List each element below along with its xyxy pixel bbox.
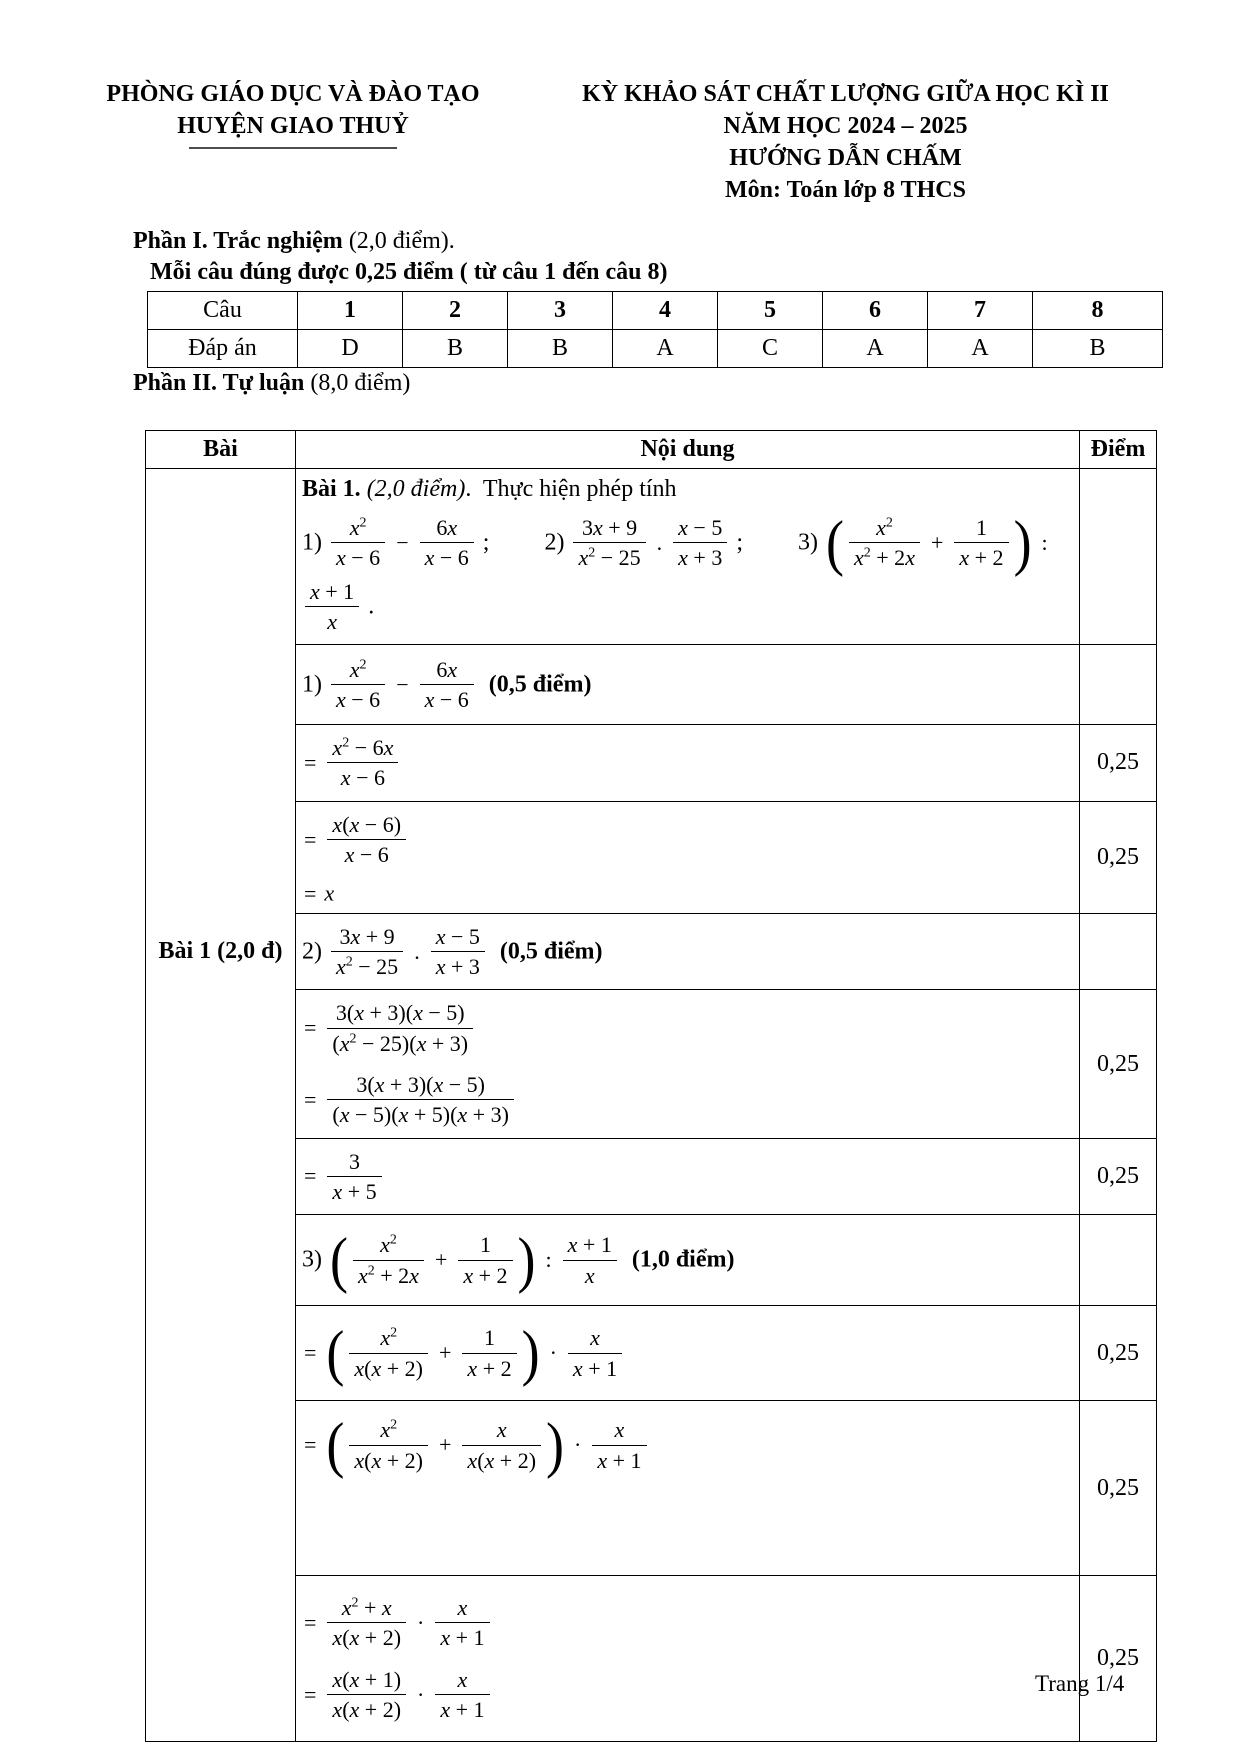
math-line <box>302 1145 1069 1209</box>
score-cell: 0,25 <box>1080 1576 1157 1742</box>
solution-content-cell <box>296 469 1080 645</box>
fraction-numerator: x <box>435 1594 489 1623</box>
math-line <box>302 879 1069 906</box>
school-year: NĂM HỌC 2024 – 2025 <box>723 113 968 139</box>
math-text: = <box>304 880 317 906</box>
fraction-denominator: $x^2 + 2x$ <box>357 1262 419 1288</box>
answer-cell: A <box>823 330 928 368</box>
column-header-diem: Điểm <box>1080 431 1157 469</box>
fraction-denominator: x + 2 <box>467 1355 512 1381</box>
fraction-numerator: $x^2 - 6x$ <box>327 734 398 763</box>
math-text: − <box>396 671 409 697</box>
fraction-numerator: 3 <box>327 1148 381 1177</box>
score-cell: 0,25 <box>1080 725 1157 802</box>
math-text: = <box>304 1432 317 1458</box>
fraction <box>849 514 920 572</box>
solution-content-cell <box>296 725 1080 802</box>
part1-subtitle: Mỗi câu đúng được 0,25 điểm ( từ câu 1 đến câu 8) <box>150 259 668 285</box>
solution-content-cell <box>296 1306 1080 1401</box>
math-text: . <box>656 529 663 555</box>
table-cell: Câu <box>148 292 298 330</box>
fraction <box>435 1666 489 1724</box>
fraction <box>954 514 1008 572</box>
score-cell: 0,25 <box>1080 1306 1157 1401</box>
fraction-denominator: x − 6 <box>424 687 469 713</box>
big-paren: ( <box>330 1225 348 1295</box>
fraction-denominator: x + 1 <box>440 1697 485 1723</box>
table-cell: 3 <box>508 292 613 330</box>
fraction-denominator: $x^2 - 25$ <box>578 545 641 571</box>
solution-table <box>145 430 1157 1742</box>
table-cell: 2 <box>403 292 508 330</box>
math-text: + <box>434 1247 448 1273</box>
fraction-numerator: 3(x + 3)(x − 5) <box>327 1071 513 1100</box>
math-text: = <box>304 1681 317 1707</box>
fraction-denominator: x + 2 <box>463 1262 508 1288</box>
math-line <box>302 1663 1069 1727</box>
answer-cell: B <box>403 330 508 368</box>
grading-guide-title: HƯỚNG DẪN CHẤM <box>729 145 962 171</box>
fraction-numerator: x <box>435 1666 489 1695</box>
fraction-numerator: $x^2 + x$ <box>327 1594 406 1623</box>
math-text: = <box>304 1340 317 1366</box>
math-text: + <box>439 1340 452 1366</box>
solution-row <box>146 1138 1157 1215</box>
score-cell <box>1080 1215 1157 1306</box>
district-name: HUYỆN GIAO THUỶ <box>177 113 409 139</box>
fraction-numerator: $x^2$ <box>331 514 385 543</box>
score-cell: 0,25 <box>1080 801 1157 913</box>
answer-cell: D <box>298 330 403 368</box>
fraction-numerator: $x^2$ <box>849 514 920 543</box>
math-text: 2) <box>544 529 571 556</box>
math-text: 3) <box>302 1246 328 1273</box>
math-text: 1) <box>302 529 328 556</box>
answers-header-row <box>148 292 1163 330</box>
math-text: (0,5 điểm) <box>476 671 592 698</box>
solution-content-cell <box>296 913 1080 990</box>
big-paren: ( <box>326 1410 345 1480</box>
fraction <box>305 578 359 636</box>
header-left-block <box>93 78 493 149</box>
fraction-numerator: x + 1 <box>305 578 359 607</box>
fraction <box>573 514 645 572</box>
page-number: Trang 1/4 <box>1035 1671 1125 1696</box>
fraction <box>568 1324 622 1382</box>
solution-content-cell <box>296 1215 1080 1306</box>
fraction-numerator: $x^2$ <box>349 1324 428 1353</box>
math-line <box>302 1068 1069 1132</box>
fraction <box>435 1594 489 1652</box>
fraction-numerator: 1 <box>462 1324 516 1353</box>
solution-row <box>146 990 1157 1138</box>
fraction-denominator: x + 1 <box>572 1355 618 1381</box>
math-text: = <box>304 1163 317 1189</box>
signature-underline <box>189 147 397 149</box>
fraction-denominator: x(x + 2) <box>467 1447 537 1473</box>
solution-row <box>146 913 1157 990</box>
exam-title: KỲ KHẢO SÁT CHẤT LƯỢNG GIỮA HỌC KÌ II <box>582 81 1109 107</box>
part1-title-bold: Phần I. Trắc nghiệm <box>133 228 349 254</box>
fraction-denominator: x(x + 2) <box>332 1625 402 1651</box>
fraction <box>462 1416 541 1474</box>
table-cell: 7 <box>928 292 1033 330</box>
solution-table-header <box>146 431 1157 469</box>
solution-row <box>146 801 1157 913</box>
score-cell: 0,25 <box>1080 1138 1157 1215</box>
math-line <box>302 653 1069 717</box>
fraction-numerator: x(x + 1) <box>327 1666 406 1695</box>
solution-row <box>146 1306 1157 1401</box>
solution-row <box>146 725 1157 802</box>
fraction-numerator: 1 <box>458 1231 512 1260</box>
math-text: · <box>574 1432 582 1458</box>
math-line <box>302 731 1069 795</box>
fraction-numerator: x + 1 <box>563 1231 617 1260</box>
fraction-denominator: x − 6 <box>336 545 381 571</box>
math-line <box>302 508 1069 638</box>
math-text: (2,0 điểm) <box>366 475 466 502</box>
fraction <box>420 656 474 714</box>
fraction <box>349 1416 428 1474</box>
solution-content-cell <box>296 1138 1080 1215</box>
solution-row <box>146 1215 1157 1306</box>
math-text: = <box>304 1015 317 1041</box>
solution-row <box>146 1401 1157 1576</box>
fraction <box>563 1231 617 1289</box>
solution-content-cell <box>296 801 1080 913</box>
fraction-numerator: 3(x + 3)(x − 5) <box>327 999 473 1028</box>
fraction-denominator: x + 1 <box>440 1625 485 1651</box>
math-text: 3) <box>798 529 825 556</box>
fraction-numerator: x <box>568 1324 622 1353</box>
answer-cell: A <box>928 330 1033 368</box>
fraction-denominator: x − 6 <box>340 765 385 791</box>
exercise-label: Bài 1 (2,0 đ) <box>158 938 283 964</box>
math-text: + <box>439 1432 452 1458</box>
solution-content-cell <box>296 990 1080 1138</box>
subject-line: Môn: Toán lớp 8 THCS <box>725 177 966 203</box>
answers-values-row <box>148 330 1163 368</box>
fraction-numerator: x <box>462 1416 541 1445</box>
math-line <box>302 1410 1069 1480</box>
table-cell: 8 <box>1033 292 1163 330</box>
fraction-numerator: $x^2$ <box>353 1231 424 1260</box>
fraction-denominator: x(x + 2) <box>332 1697 402 1723</box>
fraction-numerator: x <box>592 1416 646 1445</box>
fraction <box>349 1324 428 1382</box>
math-text: : <box>1041 529 1048 555</box>
score-cell: 0,25 <box>1080 990 1157 1138</box>
math-text: : <box>545 1247 552 1273</box>
math-text: . <box>362 592 375 619</box>
math-text: x <box>324 880 335 906</box>
table-cell: 4 <box>613 292 718 330</box>
fraction-numerator: 6x <box>420 656 474 685</box>
table-cell: 1 <box>298 292 403 330</box>
table-cell: 6 <box>823 292 928 330</box>
fraction-denominator: x + 3 <box>435 954 480 980</box>
math-line <box>302 808 1069 872</box>
solution-row <box>146 469 1157 645</box>
fraction-denominator: $x^2 + 2x$ <box>854 545 915 571</box>
big-paren: ( <box>826 508 844 578</box>
math-text: = <box>304 1086 317 1112</box>
math-text: = <box>304 749 317 775</box>
math-line <box>302 475 1069 503</box>
fraction <box>420 514 474 572</box>
math-text: · <box>549 1340 557 1366</box>
score-cell: 0,25 <box>1080 1401 1157 1576</box>
answer-cell: B <box>1033 330 1163 368</box>
math-text: = <box>304 1609 317 1635</box>
big-paren: ) <box>517 1225 536 1295</box>
table-cell: 5 <box>718 292 823 330</box>
big-paren: ) <box>521 1318 540 1388</box>
fraction-denominator: x <box>327 608 337 634</box>
fraction <box>327 1071 513 1129</box>
fraction <box>327 1666 406 1724</box>
fraction <box>327 811 406 869</box>
math-text: + <box>930 529 944 555</box>
math-line <box>302 1318 1069 1388</box>
fraction-numerator: 6x <box>420 514 474 543</box>
math-text: 1) <box>302 671 328 698</box>
score-cell <box>1080 469 1157 645</box>
solution-content-cell <box>296 645 1080 725</box>
fraction-denominator: x + 1 <box>597 1447 642 1473</box>
fraction-numerator: 1 <box>954 514 1008 543</box>
fraction-numerator: $x^2$ <box>349 1416 428 1445</box>
math-text: = <box>304 826 317 852</box>
fraction <box>327 999 473 1057</box>
part1-title-points: (2,0 điểm). <box>348 228 455 254</box>
answer-cell: B <box>508 330 613 368</box>
math-text: (1,0 điểm) <box>619 1246 735 1273</box>
header-right-block <box>558 78 1133 206</box>
math-text: − <box>396 529 409 555</box>
column-header-noidung: Nội dung <box>296 431 1080 469</box>
fraction-denominator: x <box>584 1262 595 1288</box>
fraction-numerator: $x^2$ <box>331 656 385 685</box>
fraction <box>431 923 485 981</box>
fraction-denominator: x(x + 2) <box>354 1355 423 1381</box>
multiple-choice-answer-table <box>147 291 1163 368</box>
fraction-numerator: x − 5 <box>673 514 727 543</box>
fraction <box>673 514 727 572</box>
big-paren: ) <box>546 1410 564 1480</box>
math-text: 2) <box>302 938 328 965</box>
fraction <box>331 514 385 572</box>
solution-content-cell <box>296 1576 1080 1742</box>
fraction-denominator: x − 6 <box>344 842 389 868</box>
answer-cell: C <box>718 330 823 368</box>
fraction-numerator: x − 5 <box>431 923 485 952</box>
solution-row <box>146 1576 1157 1742</box>
fraction-numerator: 3x + 9 <box>573 514 645 543</box>
part2-title-bold: Phần II. Tự luận <box>133 370 311 396</box>
big-paren: ) <box>1013 508 1032 578</box>
fraction-denominator: $x^2 - 25$ <box>336 954 399 980</box>
answer-cell: A <box>613 330 718 368</box>
math-text: . Thực hiện phép tính <box>465 475 677 502</box>
score-cell <box>1080 913 1157 990</box>
fraction-denominator: $(x^2 - 25)(x + 3)$ <box>332 1030 469 1056</box>
fraction <box>331 923 403 981</box>
math-line <box>302 1225 1069 1295</box>
math-line <box>302 1591 1069 1655</box>
fraction-numerator: 3x + 9 <box>331 923 403 952</box>
math-text: ; <box>730 529 744 556</box>
solution-row <box>146 645 1157 725</box>
score-cell <box>1080 645 1157 725</box>
part2-title <box>133 369 410 398</box>
fraction <box>327 1148 381 1206</box>
fraction <box>327 1594 406 1652</box>
fraction <box>592 1416 646 1474</box>
big-paren: ( <box>326 1318 345 1388</box>
math-text: ; <box>476 529 490 556</box>
department-name: PHÒNG GIÁO DỤC VÀ ĐÀO TẠO <box>106 81 480 107</box>
table-cell: Đáp án <box>148 330 298 368</box>
part1-title <box>133 227 455 256</box>
math-line <box>302 996 1069 1060</box>
fraction <box>353 1231 424 1289</box>
fraction <box>331 656 385 714</box>
math-text: · <box>417 1609 425 1635</box>
fraction-numerator: x(x − 6) <box>327 811 406 840</box>
math-text: . <box>414 938 420 964</box>
fraction-denominator: x(x + 2) <box>354 1447 423 1473</box>
part2-title-points: (8,0 điểm) <box>310 370 411 396</box>
fraction-denominator: x − 6 <box>336 687 381 713</box>
fraction-denominator: x − 6 <box>424 545 469 571</box>
fraction-denominator: (x − 5)(x + 5)(x + 3) <box>332 1102 509 1128</box>
fraction <box>462 1324 516 1382</box>
math-text: (0,5 điểm) <box>487 938 603 965</box>
math-text: Bài 1. <box>302 475 367 502</box>
math-text: · <box>417 1681 425 1707</box>
fraction <box>458 1231 512 1289</box>
math-line <box>302 920 1069 984</box>
column-header-bai: Bài <box>146 431 296 469</box>
fraction <box>327 734 398 792</box>
exercise-label-cell <box>146 469 296 1742</box>
fraction-denominator: x + 2 <box>959 545 1004 571</box>
solution-content-cell <box>296 1401 1080 1576</box>
fraction-denominator: x + 5 <box>332 1178 377 1204</box>
fraction-denominator: x + 3 <box>678 545 723 571</box>
